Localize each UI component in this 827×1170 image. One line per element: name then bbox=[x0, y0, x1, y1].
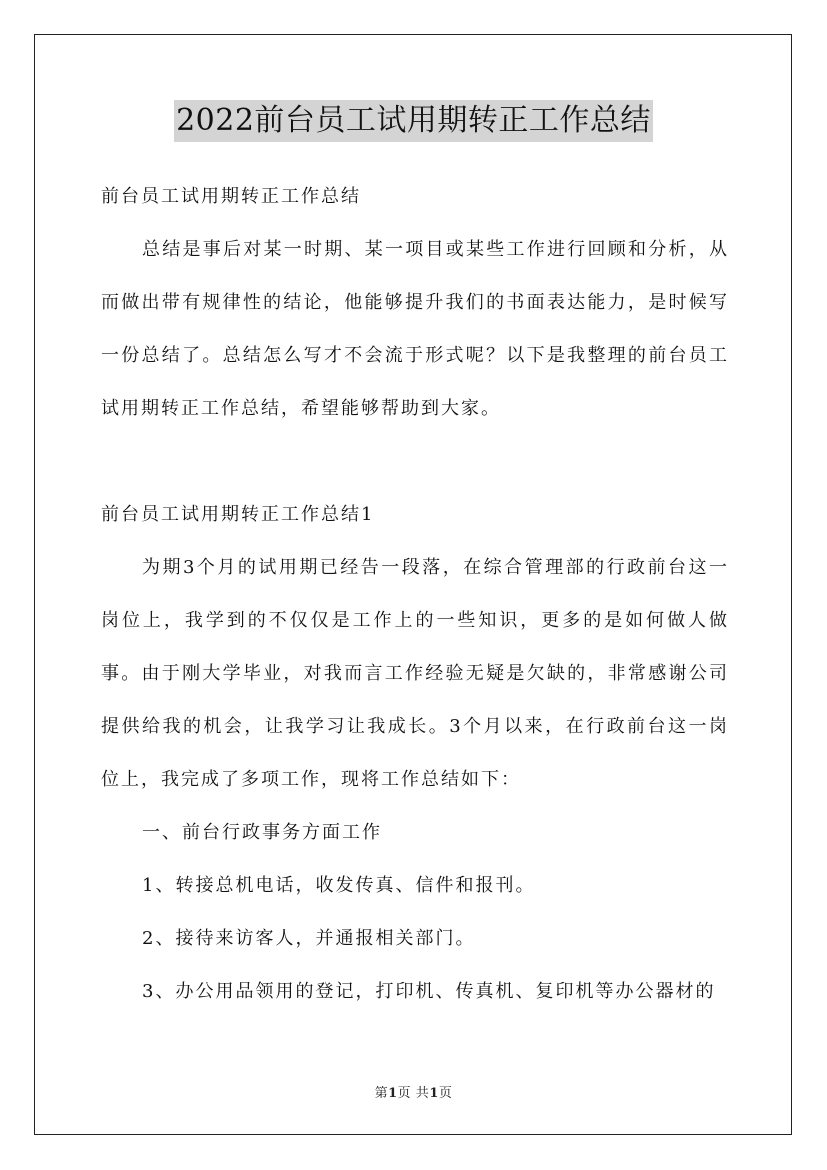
body-paragraph: 为期3个月的试用期已经告一段落，在综合管理部的行政前台这一岗位上，我学到的不仅仅是工作上的一些知识，更多的是如何做人做事。由于刚大学毕业，对我而言工作经验无疑是欠缺的，非常感谢公司提供给我的机会，让我学习让我成长。3个月以来，在行政前台这一岗位上，我完成了多项工作，现将工作总结如下： bbox=[101, 557, 729, 790]
page-mid: 页 共 bbox=[397, 1086, 430, 1101]
list-item: 3、办公用品领用的登记，打印机、传真机、复印机等办公器材的 bbox=[142, 981, 716, 1002]
page-suffix: 页 bbox=[438, 1086, 453, 1101]
list-item: 1、转接总机电话，收发传真、信件和报刊。 bbox=[142, 875, 536, 896]
list-item: 2、接待来访客人，并通报相关部门。 bbox=[142, 928, 476, 949]
page-total: 1 bbox=[429, 1086, 439, 1101]
page-current: 1 bbox=[388, 1086, 398, 1101]
section-heading: 前台员工试用期转正工作总结 bbox=[101, 186, 361, 207]
page-prefix: 第 bbox=[374, 1086, 389, 1101]
title-container bbox=[0, 100, 827, 142]
page-footer bbox=[0, 1082, 827, 1101]
document-title: 2022前台员工试用期转正工作总结 bbox=[174, 100, 653, 142]
section-heading: 前台员工试用期转正工作总结1 bbox=[101, 504, 375, 525]
document-body bbox=[101, 170, 729, 1018]
intro-paragraph: 总结是事后对某一时期、某一项目或某些工作进行回顾和分析，从而做出带有规律性的结论，他能够提升我们的书面表达能力，是时候写一份总结了。总结怎么写才不会流于形式呢？以下是我整理的前台员工试用期转正工作总结，希望能够帮助到大家。 bbox=[101, 239, 729, 419]
subsection-heading: 一、前台行政事务方面工作 bbox=[142, 822, 382, 843]
